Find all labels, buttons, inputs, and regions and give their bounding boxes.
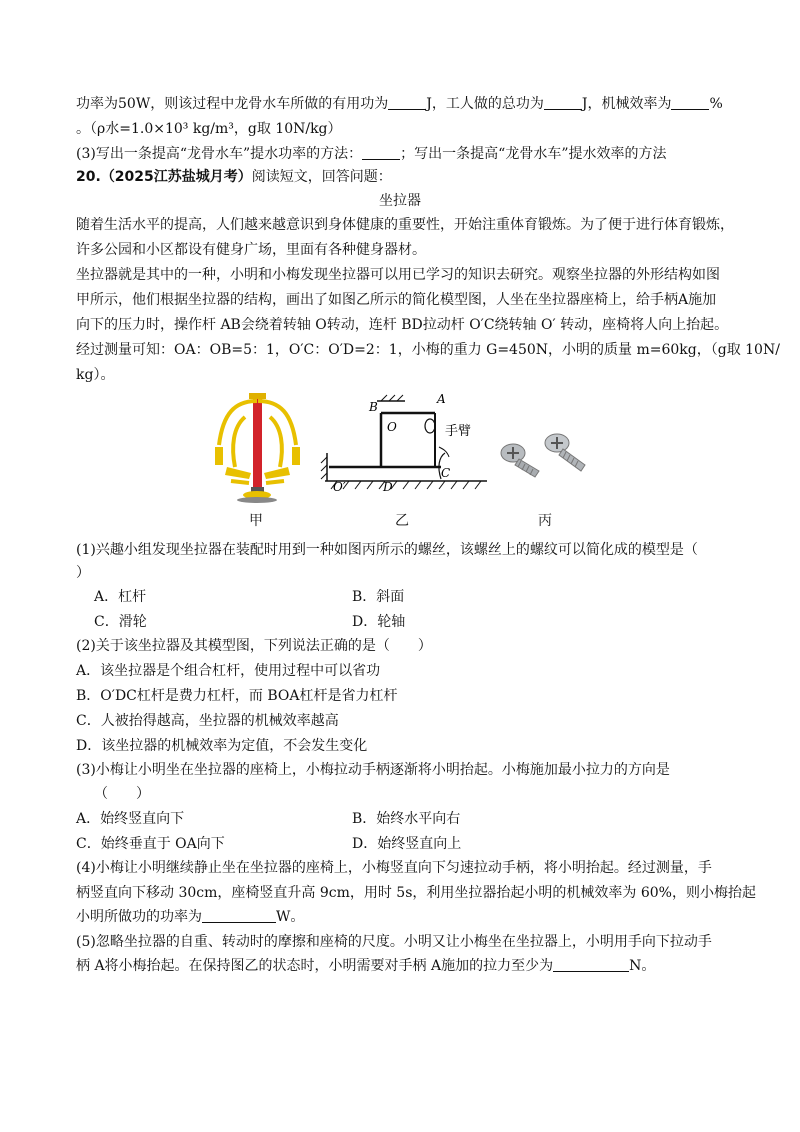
label-C: C	[441, 466, 451, 480]
option-D[interactable]: D．该坐拉器的机械效率为定值，不会发生变化	[76, 738, 368, 754]
sub5-unit: N。	[629, 958, 656, 974]
option-C[interactable]: C．滑轮	[94, 614, 147, 630]
option-D[interactable]: D．轮轴	[352, 614, 406, 630]
question-intro: 阅读短文，回答问题：	[251, 169, 392, 185]
option-B[interactable]: B．始终水平向右	[352, 811, 461, 827]
sub4-line1: (4)小梅让小明继续静止坐在坐拉器的座椅上，小梅竖直向下匀速拉动手柄，将小明抬起。经过测量，手	[76, 860, 712, 876]
question-number: 20.	[76, 169, 101, 185]
passage-line: kg）。	[76, 367, 115, 383]
q20-header	[76, 167, 392, 187]
passage-line: 坐拉器就是其中的一种，小明和小梅发现坐拉器可以用已学习的知识去研究。观察坐拉器的外形结构如图	[76, 267, 720, 283]
sub1-line1: (1)兴趣小组发现坐拉器在装配时用到一种如图丙所示的螺丝，该螺丝上的螺纹可以简化成的模型是（	[76, 542, 698, 558]
q19-text: (3)写出一条提高“龙骨水车”提水功率的方法：	[76, 146, 363, 162]
answer-blank[interactable]	[388, 95, 426, 110]
answer-blank[interactable]	[671, 95, 709, 110]
label-arm: 手臂	[445, 424, 472, 439]
sub5-line2	[76, 956, 655, 976]
option-B[interactable]: B．O′DC杠杆是费力杠杆，而 BOA杠杆是省力杠杆	[76, 688, 398, 704]
passage-line: 许多公园和小区都设有健身广场，里面有各种健身器材。	[76, 242, 426, 258]
q19-text: ；写出一条提高“龙骨水车”提水效率的方法	[400, 146, 667, 162]
q19-text: 功率为50W，则该过程中龙骨水车所做的有用功为	[76, 96, 389, 112]
q19-line3	[76, 144, 666, 164]
answer-blank[interactable]	[362, 145, 400, 160]
passage-line: 经过测量可知：OA：OB=5：1，O′C：O′D=2：1，小梅的重力 G=450N，小明的质量 m=60kg，（g取 10N/	[76, 342, 780, 358]
sub4-line3	[76, 907, 304, 927]
answer-blank[interactable]	[202, 908, 276, 923]
sub4-text: 小明所做功的功率为	[76, 909, 202, 925]
answer-blank[interactable]	[544, 95, 582, 110]
answer-blank[interactable]	[553, 957, 629, 972]
figure-caption-yi: 乙	[395, 513, 409, 529]
sub4-line2: 柄竖直向下移动 30cm，座椅竖直升高 9cm，用时 5s，利用坐拉器抬起小明的机械效率为 60%，则小梅抬起	[76, 885, 756, 901]
sub3-line2: （ ）	[94, 786, 150, 802]
passage-title: 坐拉器	[379, 193, 421, 209]
sub5-text: 柄 A将小梅抬起。在保持图乙的状态时，小明需要对手柄 A施加的拉力至少为	[76, 958, 554, 974]
figure-row	[205, 387, 605, 527]
label-O: O	[387, 420, 397, 434]
option-C[interactable]: C．始终垂直于 OA向下	[76, 836, 225, 852]
option-B[interactable]: B．斜面	[352, 589, 405, 605]
label-B: B	[369, 400, 378, 414]
sub5-line1: (5)忽略坐拉器的自重、转动时的摩擦和座椅的尺度。小明又让小梅坐在坐拉器上，小明用手向下拉动手	[76, 934, 712, 950]
option-A[interactable]: A．始终竖直向下	[76, 811, 185, 827]
sub2-question: (2)关于该坐拉器及其模型图，下列说法正确的是（ ）	[76, 638, 432, 654]
option-D[interactable]: D．始终竖直向上	[352, 836, 462, 852]
label-A: A	[437, 392, 446, 406]
q19-text: J，机械效率为	[581, 96, 672, 112]
figure-caption-bing: 丙	[538, 513, 552, 529]
sub4-unit: W。	[276, 909, 305, 925]
q19-text: %	[709, 96, 723, 112]
option-A[interactable]: A．杠杆	[94, 589, 147, 605]
screws-photo	[499, 429, 599, 489]
sub1-line2: ）	[76, 565, 90, 581]
figure-caption-jia: 甲	[249, 513, 263, 529]
option-C[interactable]: C．人被抬得越高，坐拉器的机械效率越高	[76, 713, 339, 729]
q19-line2: 。（ρ水=1.0×10³ kg/m³，g取 10N/kg）	[76, 121, 342, 137]
lever-model-diagram	[317, 387, 492, 505]
seated-puller-photo	[205, 387, 310, 505]
sub3-line1: (3)小梅让小明坐在坐拉器的座椅上，小梅拉动手柄逐渐将小明抬起。小梅施加最小拉力的方向是	[76, 762, 670, 778]
q19-text: J，工人做的总功为	[426, 96, 544, 112]
label-D: D	[383, 480, 393, 494]
passage-line: 甲所示，他们根据坐拉器的结构，画出了如图乙所示的简化模型图，人坐在坐拉器座椅上，给手柄A施加	[76, 292, 717, 308]
question-source: （2025江苏盐城月考）	[100, 169, 252, 185]
option-A[interactable]: A．该坐拉器是个组合杠杆，使用过程中可以省功	[76, 663, 381, 679]
passage-line: 随着生活水平的提高，人们越来越意识到身体健康的重要性，开始注重体育锻炼。为了便于进行体育锻炼，	[76, 217, 734, 233]
q19-line1	[76, 94, 723, 114]
label-O-prime: O′	[333, 480, 346, 494]
passage-line: 向下的压力时，操作杆 AB会绕着转轴 O转动，连杆 BD拉动杆 O′C绕转轴 O′ 转动，座椅将人向上抬起。	[76, 317, 729, 333]
